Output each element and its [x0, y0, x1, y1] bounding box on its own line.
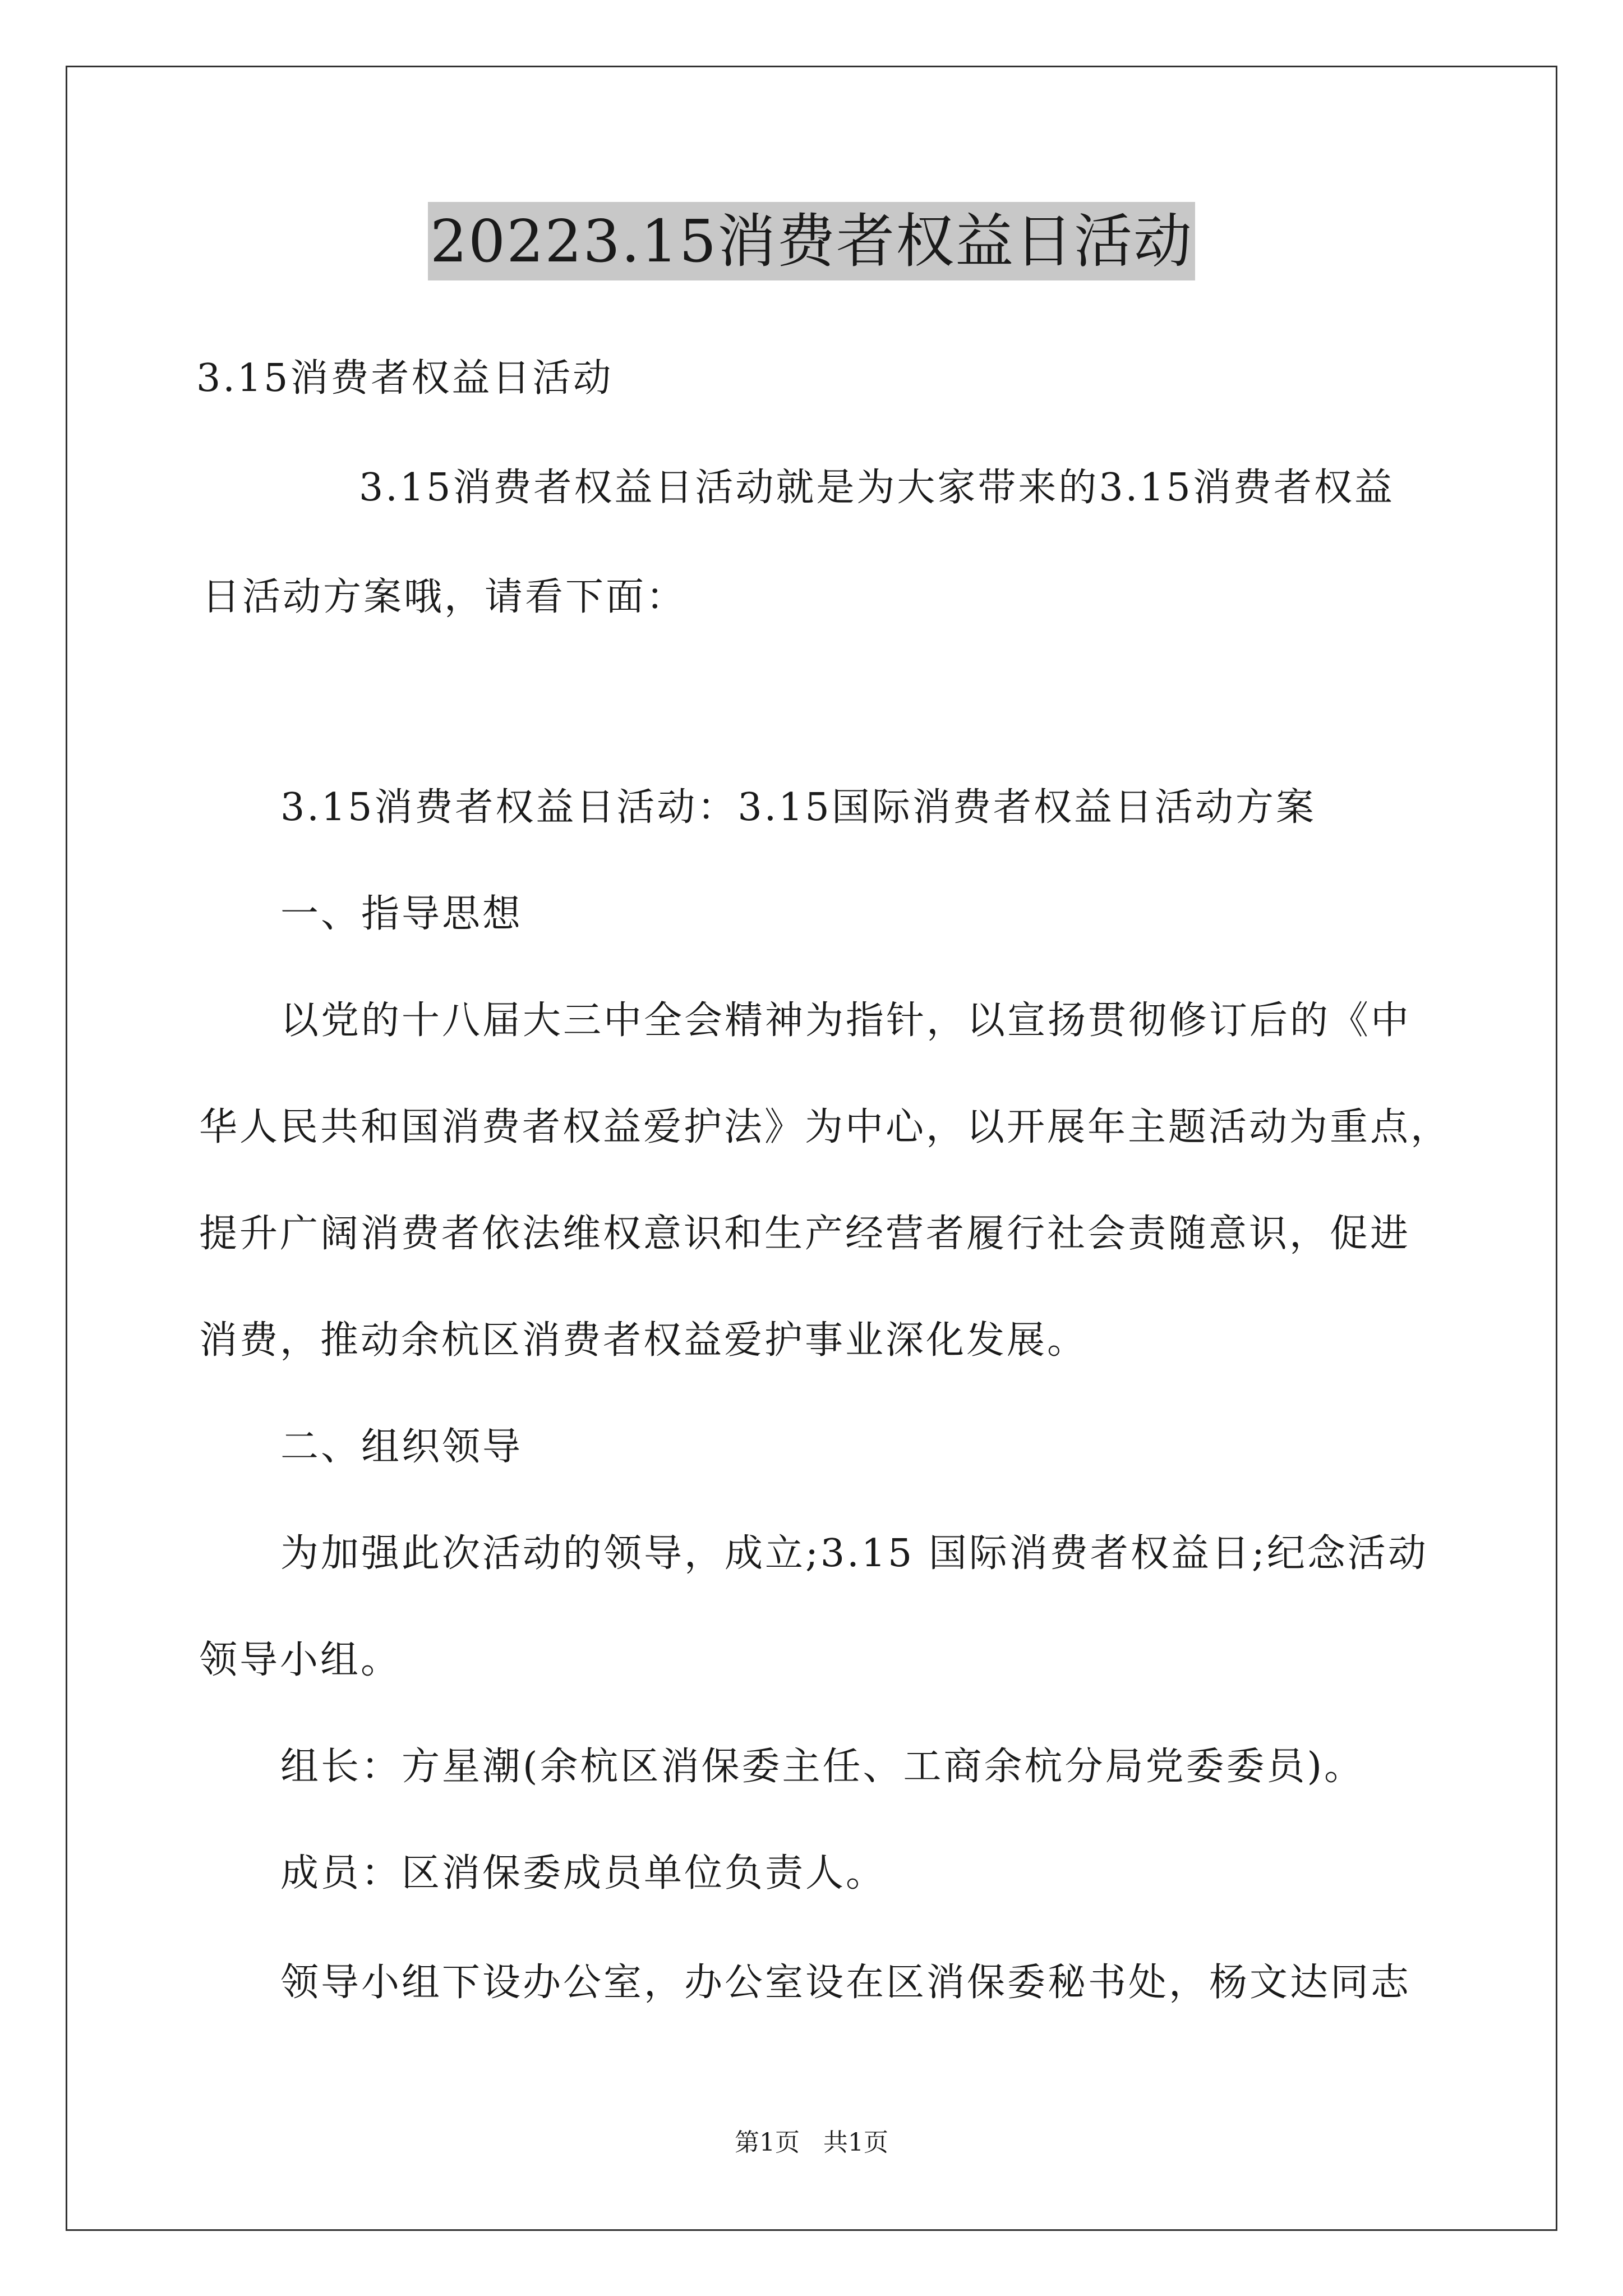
page-footer [0, 2126, 1623, 2160]
section-2-line-1: 为加强此次活动的领导，成立;3.15 国际消费者权益日;纪念活动 [280, 1531, 1428, 1576]
section-1-line-2: 华人民共和国消费者权益爱护法》为中心，以开展年主题活动为重点， [199, 1105, 1451, 1149]
section-1-line-4: 消费，推动余杭区消费者权益爱护事业深化发展。 [199, 1318, 1088, 1363]
members-line: 成员：区消保委成员单位负责人。 [280, 1851, 887, 1895]
plan-heading: 3.15消费者权益日活动：3.15国际消费者权益日活动方案 [280, 785, 1316, 830]
section-2-line-2: 领导小组。 [199, 1638, 402, 1682]
title-container [0, 202, 1623, 280]
intro-line-2: 日活动方案哦，请看下面： [202, 575, 687, 619]
page-total: 共1页 [823, 2128, 888, 2157]
intro-line-1: 3.15消费者权益日活动就是为大家带来的3.15消费者权益 [359, 466, 1395, 510]
document-title: 20223.15消费者权益日活动 [428, 202, 1195, 280]
section-1-line-1: 以党的十八届大三中全会精神为指针，以宣扬贯彻修订后的《中 [280, 999, 1412, 1043]
office-line: 领导小组下设办公室，办公室设在区消保委秘书处，杨文达同志 [280, 1961, 1412, 2005]
subtitle: 3.15消费者权益日活动 [196, 356, 614, 401]
leader-line: 组长：方星潮(余杭区消保委主任、工商余杭分局党委委员)。 [280, 1745, 1365, 1789]
page-number: 第1页 [735, 2128, 800, 2157]
section-1-heading: 一、指导思想 [280, 892, 523, 936]
section-2-heading: 二、组织领导 [280, 1425, 523, 1469]
section-1-line-3: 提升广阔消费者依法维权意识和生产经营者履行社会责随意识，促进 [199, 1212, 1411, 1256]
